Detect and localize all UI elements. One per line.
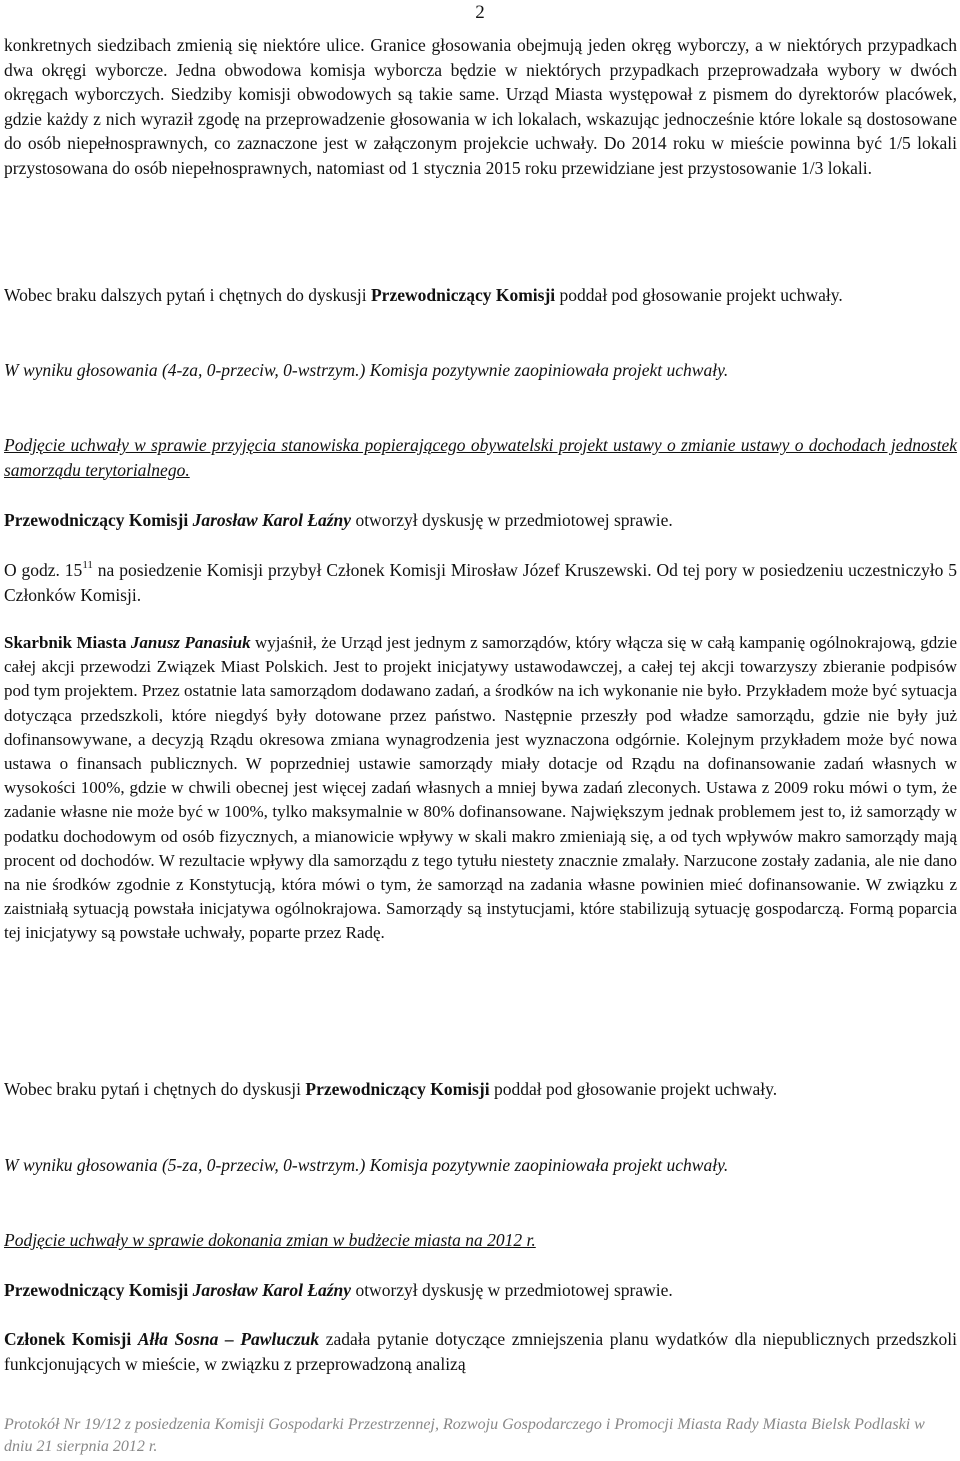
paragraph-discussion-open-2 [4,1278,957,1303]
page-footer: Protokół Nr 19/12 z posiedzenia Komisji Gospodarki Przestrzennej, Rozwoju Gospodarczego i Promocji Miasta Rady Miasta Bielsk Podlaski w dniu 21 sierpnia 2012 r. [4,1416,925,1455]
chairman-label: Przewodniczący Komisji [305,1079,490,1099]
vote-call-text: Wobec braku pytań i chętnych do dyskusji [4,1079,306,1099]
chairman-label: Przewodniczący Komisji [4,1280,193,1300]
arrival-text-end: na posiedzenie Komisji przybył Członek Komisji Mirosław Józef Kruszewski. Od tej pory w posiedzeniu uczestniczyło 5 Członków Komisji. [4,560,957,605]
treasurer-label: Skarbnik Miasta [4,633,131,652]
chairman-label: Przewodniczący Komisji [370,285,556,305]
chairman-name: Jarosław Karol Łaźny [192,510,352,530]
paragraph-polling-stations: konkretnych siedzibach zmienią się niektóre ulice. Granice głosowania obejmują jeden okręg wyborczy, a w niektórych przypadkach dwa okręgi wyborcze. Jedna obwodowa komisja wyborcza będzie w niektórych przypadkach przeprowadzała wybory w dwóch okręgach wyborczych. Siedziby komisji obwodowych są takie same. Urząd Miasta występował z pismem do dyrektorów placówek, gdzie każdy z nich wyraził zgodę na przeprowadzenie głosowania w ich lokalach, wskazując jednocześnie które lokale są dostosowane do osób niepełnosprawnych, co zaznaczone jest w załączonym projekcie uchwały. Do 2014 roku w mieście powinna być 1/5 lokali przystosowana do osób niepełnosprawnych, natomiast od 1 stycznia 2015 roku przewidziane jest przystosowanie 1/3 lokali. [4,35,957,178]
vote-result-1: W wyniku głosowania (4-za, 0-przeciw, 0-wstrzym.) Komisja pozytywnie zaopiniowała projekt uchwały. [4,360,729,380]
paragraph-member-arrival [4,558,957,607]
paragraph-member-question [4,1327,957,1376]
vote-call-text: Wobec braku dalszych pytań i chętnych do dyskusji [4,285,371,305]
discussion-text: otworzył dyskusję w przedmiotowej sprawie. [351,1280,673,1300]
agenda-topic-1: Podjęcie uchwały w sprawie przyjęcia stanowiska popierającego obywatelski projekt ustawy o zmianie ustawy o dochodach jednostek samorządu terytorialnego. [4,435,957,480]
chairman-name: Jarosław Karol Łaźny [192,1280,352,1300]
paragraph-vote-call-2 [4,1077,957,1102]
arrival-text: O godz. 15 [4,560,83,580]
time-minutes: 11 [82,559,93,571]
paragraph-vote-call-1 [4,283,957,308]
question-text: zadała pytanie dotyczące zmniejszenia planu wydatków dla niepublicznych przedszkoli funkcjonujących w mieście, w związku z przeprowadzoną analizą [4,1329,957,1374]
vote-call-text-end: poddał pod głosowanie projekt uchwały. [555,285,843,305]
member-name: Ałła Sosna – Pawluczuk [137,1329,320,1349]
discussion-text: otworzył dyskusję w przedmiotowej sprawie. [351,510,673,530]
paragraph-discussion-open-1 [4,508,957,533]
agenda-topic-2: Podjęcie uchwały w sprawie dokonania zmian w budżecie miasta na 2012 r. [4,1230,536,1250]
paragraph-treasurer-explanation [4,631,957,946]
member-label: Członek Komisji [4,1329,138,1349]
page-number: 2 [475,2,485,23]
treasurer-text: wyjaśnił, że Urząd jest jednym z samorządów, który włącza się w całą kampanię ogólnokrajową, gdzie całej akcji przewodzi Związek Miast Polskich. Jest to projekt inicjatywy ustawodawczej, a całej tej akcji towarzyszy zbieranie podpisów pod tym projektem. Przez ostatnie lata samorządom dodawano zadań, a środków na ich wykonanie nie było. Przykładem może być sytuacja dotycząca przedszkoli, które niegdyś były dotowane przez państwo. Następnie przeszły pod władze samorządu, gdzie nie były już dofinansowywane, a decyzją Rządu okresowa zmiana wynagrodzenia jest wyznaczona odgórnie. Kolejnym przykładem może być nowa ustawa o finansach publicznych. W poprzedniej ustawie samorządy miały dotacje od Rządu na dofinansowanie zadań własnych w wysokości 100%, gdzie w chwili obecnej jest więcej zadań własnych a mniej bywa zadań zleconych. Ustawa z 2009 roku mówi o tym, że zadanie własne nie może być w 100%, tylko maksymalnie w 80% dofinansowane. Największym jednak problemem jest to, iż samorządy w podatku dochodowym od osób fizycznych, a mianowicie wpływy w skali makro zmieniają się, a od tych wpływów makro samorządy mają procent od dochodów. W rezultacie wpływy dla samorządu z tego tytułu niestety znacznie zmalały. Narzucone zostały zadania, ale nie dano na nie środków zgodnie z Konstytucją, która mówi o tym, że samorząd na zadania własne powinien mieć dofinansowanie. W związku z zaistniałą sytuacją powstała inicjatywa ogólnokrajowa. Samorządy są instytucjami, które stabilizują sytuację gospodarczą. Formą poparcia tej inicjatywy są powstałe uchwały, poparte przez Radę. [4,633,958,943]
vote-result-2: W wyniku głosowania (5-za, 0-przeciw, 0-wstrzym.) Komisja pozytywnie zaopiniowała projekt uchwały. [4,1155,729,1175]
chairman-label: Przewodniczący Komisji [4,510,193,530]
vote-call-text-end: poddał pod głosowanie projekt uchwały. [489,1079,778,1099]
treasurer-name: Janusz Panasiuk [130,633,251,652]
